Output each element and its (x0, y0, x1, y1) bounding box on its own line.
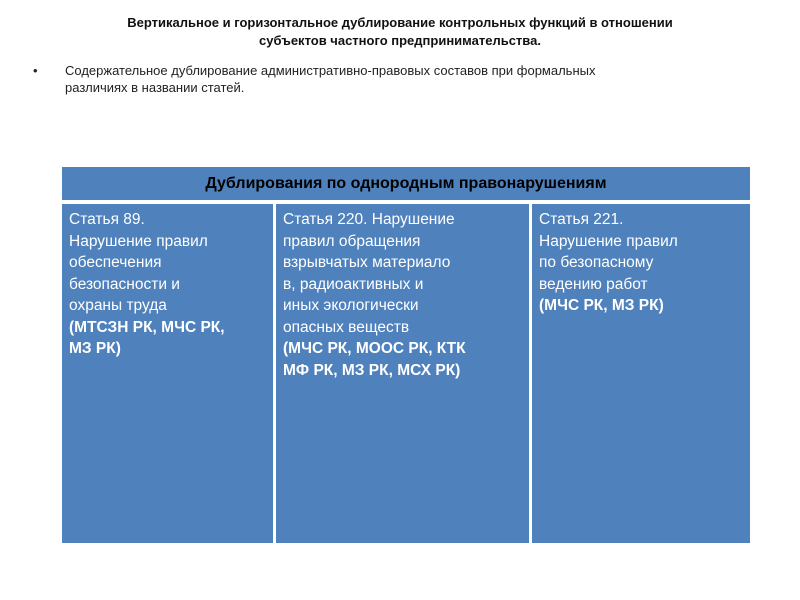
bullet-point (33, 62, 733, 96)
bullet-text-line: Содержательное дублирование административно-правовых составов при формальных (65, 63, 596, 78)
cell-agencies-line: (МЧС РК, МООС РК, КТК (283, 340, 466, 357)
slide-title-line: субъектов частного предпринимательства. (259, 33, 541, 48)
cell-line: правил обращения (283, 232, 421, 250)
duplication-table (62, 167, 750, 543)
cell-line: иных экологически (283, 297, 419, 314)
table-cell-article-221 (532, 204, 750, 543)
slide-title (40, 14, 760, 50)
cell-line: безопасности и (69, 275, 180, 293)
cell-line: Статья 220. Нарушение (283, 211, 455, 228)
table-cell-article-220 (276, 204, 529, 543)
cell-agencies-line: (МТСЗН РК, МЧС РК, (69, 318, 225, 336)
table-cell-article-89 (62, 204, 273, 543)
slide-title-line: Вертикальное и горизонтальное дублирование контрольных функций в отношении (127, 15, 673, 30)
cell-line: Статья 221. (539, 211, 624, 228)
table-header: Дублирования по однородным правонарушениям (62, 167, 750, 200)
bullet-icon: • (33, 63, 38, 78)
bullet-text (65, 62, 733, 96)
cell-line: в, радиоактивных и (283, 275, 424, 293)
cell-line: опасных веществ (283, 318, 410, 336)
cell-line: охраны труда (69, 297, 167, 314)
cell-line: взрывчатых материало (283, 254, 451, 271)
cell-line: ведению работ (539, 275, 648, 293)
cell-line: по безопасному (539, 254, 654, 271)
cell-line: Статья 89. (69, 211, 145, 228)
cell-line: Нарушение правил (539, 232, 678, 250)
cell-agencies-line: (МЧС РК, МЗ РК) (539, 297, 664, 314)
bullet-text-line: различиях в названии статей. (65, 80, 245, 95)
cell-line: обеспечения (69, 254, 162, 271)
cell-agencies-line: МЗ РК) (69, 340, 121, 357)
cell-line: Нарушение правил (69, 232, 208, 250)
cell-agencies-line: МФ РК, МЗ РК, МСХ РК) (283, 361, 461, 379)
